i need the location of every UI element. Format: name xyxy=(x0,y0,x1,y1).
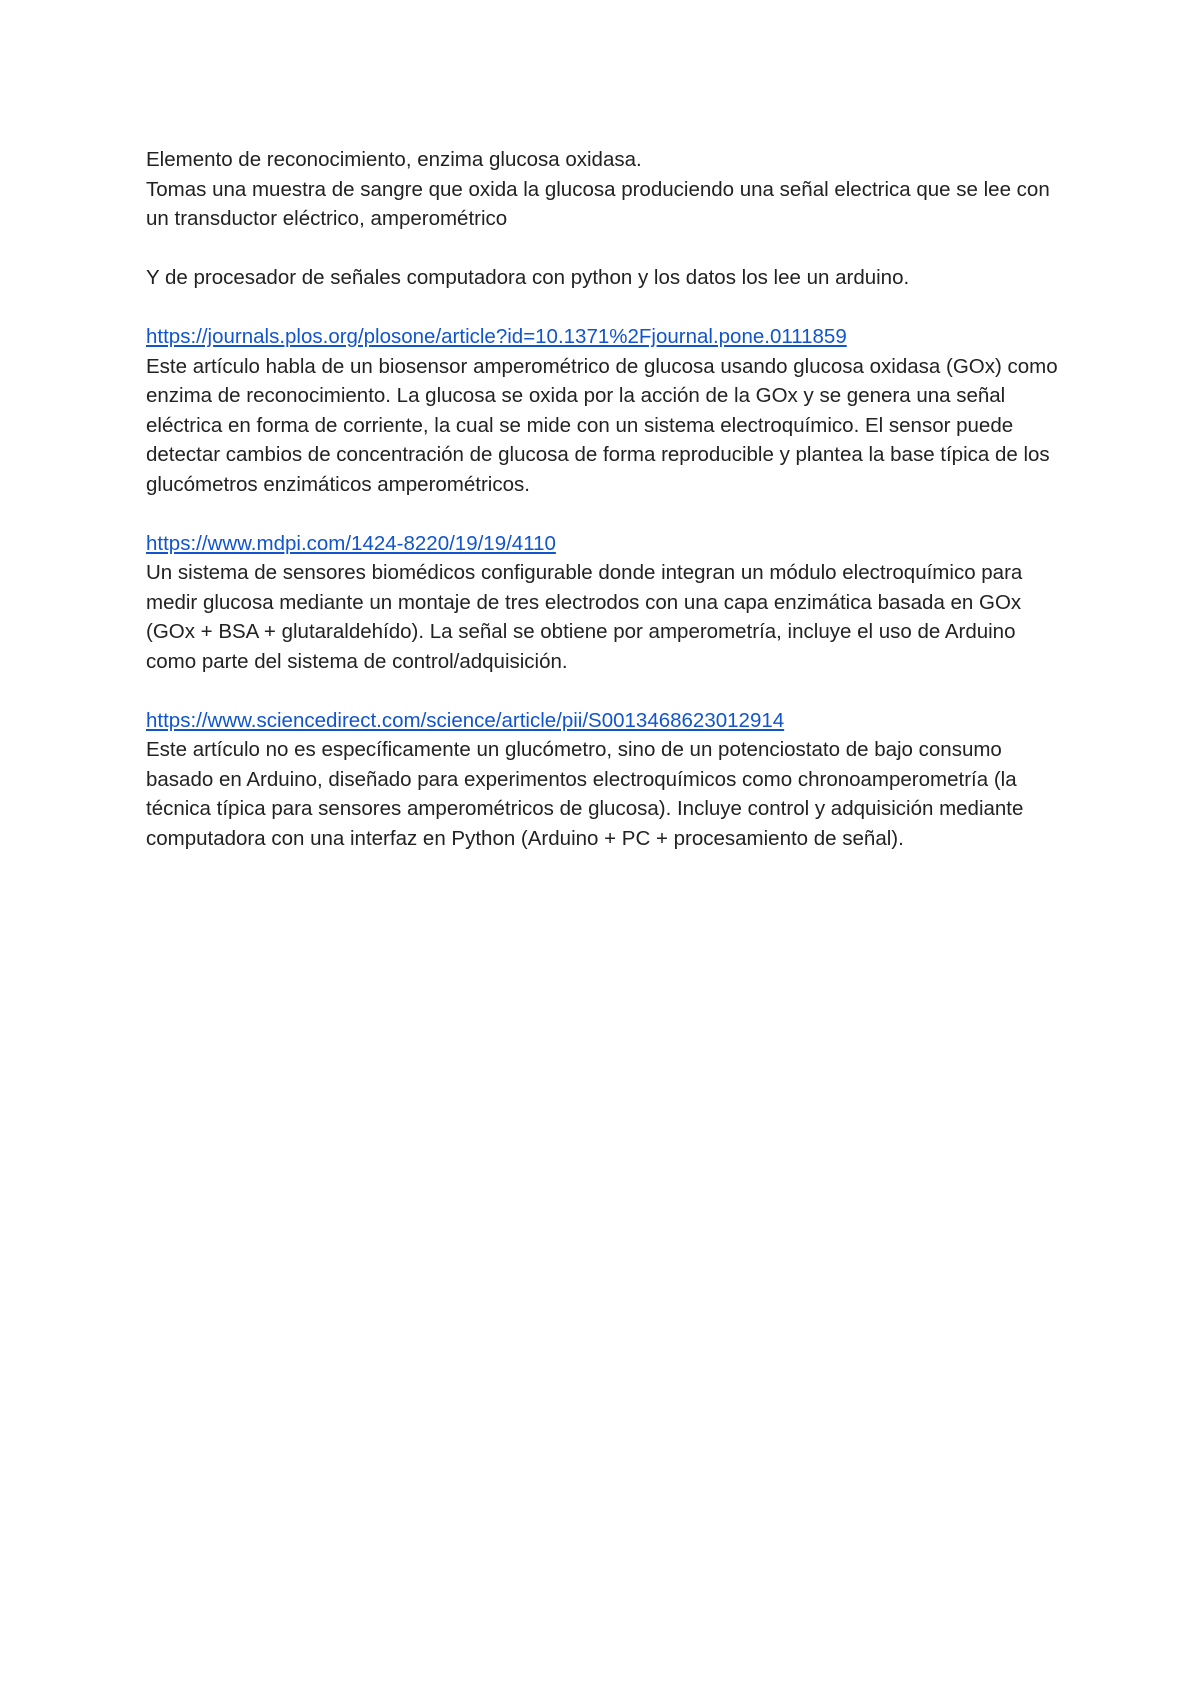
intro-line-sample-description: Tomas una muestra de sangre que oxida la glucosa produciendo una señal electrica que se lee con un transductor eléctrico, amperométrico xyxy=(146,177,1050,230)
reference-1-summary: Este artículo habla de un biosensor amperométrico de glucosa usando glucosa oxidasa (GOx) como enzima de reconocimiento. La glucosa se oxida por la acción de la GOx y se genera una señal eléctrica en forma de corriente, la cual se mide con un sistema electroquímico. El sensor puede detectar cambios de concentración de glucosa de forma reproducible y plantea la base típica de los glucómetros enzimáticos amperométricos. xyxy=(146,354,1058,496)
paragraph-spacer xyxy=(146,676,1066,706)
reference-3-summary: Este artículo no es específicamente un glucómetro, sino de un potenciostato de bajo consumo basado en Arduino, diseñado para experimentos electroquímicos como chronoamperometría (la técnica típica para sensores amperométricos de glucosa). Incluye control y adquisición mediante computadora con una interfaz en Python (Arduino + PC + procesamiento de señal). xyxy=(146,738,1024,850)
reference-2-summary: Un sistema de sensores biomédicos configurable donde integran un módulo electroquímico para medir glucosa mediante un montaje de tres electrodos con una capa enzimática basada en GOx (GOx + BSA + glutaraldehído). La señal se obtiene por amperometría, incluye el uso de Arduino como parte del sistema de control/adquisición. xyxy=(146,561,1023,673)
reference-1-link[interactable]: https://journals.plos.org/plosone/article?id=10.1371%2Fjournal.pone.0111859 xyxy=(146,325,847,348)
reference-1-link-line xyxy=(146,322,1066,352)
intro-line-recognition-element: Elemento de reconocimiento, enzima glucosa oxidasa. xyxy=(146,148,642,171)
processor-paragraph: Y de procesador de señales computadora con python y los datos los lee un arduino. xyxy=(146,266,910,289)
paragraph-spacer xyxy=(146,234,1066,264)
reference-3-link-line xyxy=(146,706,1066,736)
reference-2-link[interactable]: https://www.mdpi.com/1424-8220/19/19/4110 xyxy=(146,531,556,555)
document-body xyxy=(146,145,1066,853)
reference-3-link[interactable]: https://www.sciencedirect.com/science/article/pii/S0013468623012914 xyxy=(146,708,785,732)
reference-2-link-line xyxy=(146,529,1066,559)
paragraph-spacer xyxy=(146,293,1066,323)
paragraph-spacer xyxy=(146,499,1066,529)
